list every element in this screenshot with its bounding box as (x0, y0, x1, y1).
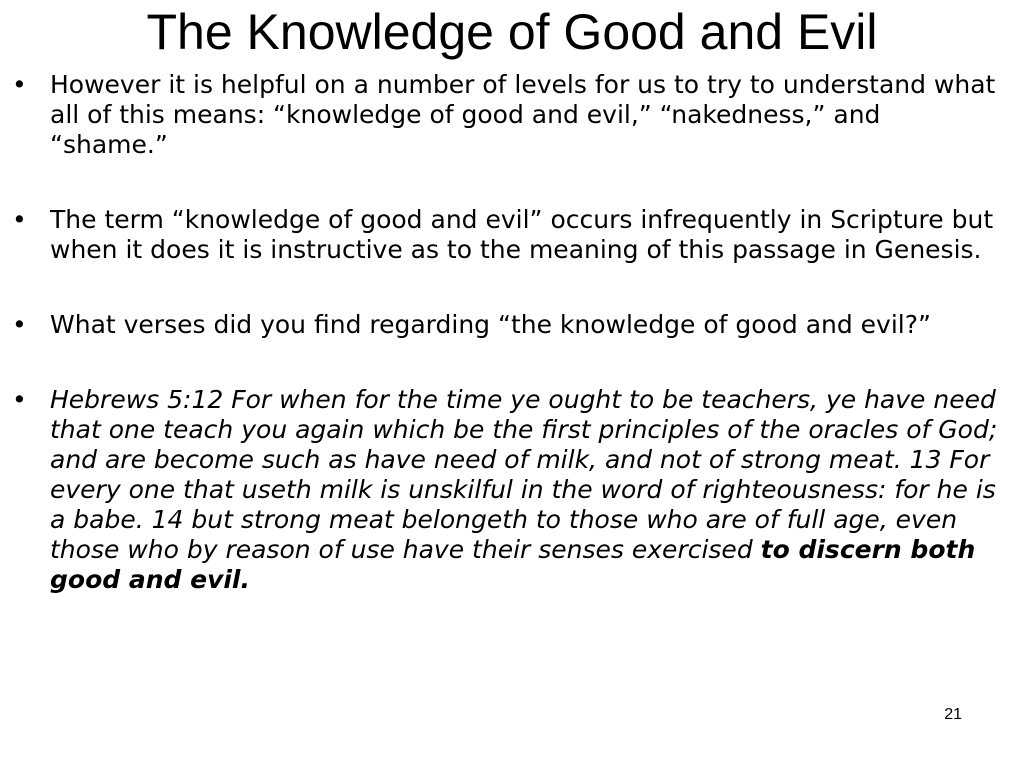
bullet-text: What verses did you find regarding “the knowledge of good and evil?” (50, 310, 931, 339)
scripture-emphasis: to discern both good and evil. (50, 535, 976, 594)
bullet-glyph: • (12, 385, 27, 414)
bullet-text: However it is helpful on a number of levels for us to try to understand what all of this means: “knowledge of good and evil,” “nakedness,” and “shame.” (50, 70, 996, 159)
bullet-text: The term “knowledge of good and evil” occurs infrequently in Scripture but when it does it is instructive as to the meaning of this passage in Genesis. (50, 205, 994, 264)
bullet-item-quote (12, 385, 1002, 595)
bullet-item (12, 70, 1002, 160)
bullet-item (12, 205, 1002, 265)
bullet-glyph: • (12, 205, 27, 234)
bullet-item (12, 310, 1002, 340)
bullet-glyph: • (12, 70, 27, 99)
scripture-quote-text: Hebrews 5:12 For when for the time ye ought to be teachers, ye have need that one teach you again which be the first principles of the oracles of God; and are become such as have need of milk, and not of strong meat. 13 For every one that useth milk is unskilful in the word of righteousness: for he is a babe. 14 but strong meat belongeth to those who are of full age, even those who by reason of use have their senses exercised (50, 385, 998, 564)
bullet-glyph: • (12, 310, 27, 339)
slide-title: The Knowledge of Good and Evil (146, 4, 878, 60)
page-number: 21 (944, 706, 962, 723)
bullet-list (12, 70, 1002, 595)
